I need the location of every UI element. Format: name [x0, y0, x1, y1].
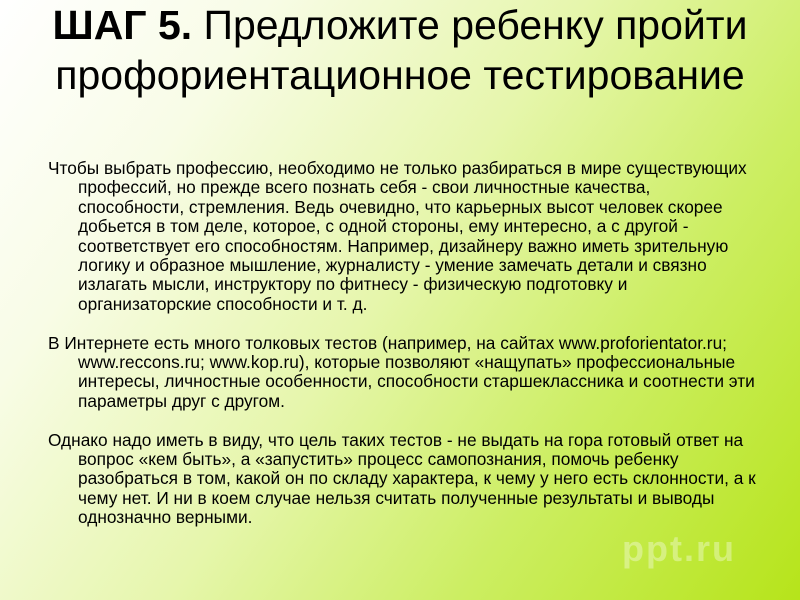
- paragraph-online-tests: В Интернете есть много толковых тестов (например, на сайтах www.proforientator.ru; www.reccons.ru; www.kop.ru), которые позволяют «нащупать» профессиональные интересы, личностные особенности, способности старшеклассника и соотнести эти параметры друг с другом.: [48, 332, 755, 411]
- paragraph-self-knowledge: Чтобы выбрать профессию, необходимо не только разбираться в мире существующих профессий, но прежде всего познать себя - свои личностные качества, способности, стремления. Ведь очевидно, что карьерных высот человек скорее добьется в том деле, которое, с одной стороны, ему интересно, а с другой - соответствует его способностям. Например, дизайнеру важно иметь зрительную логику и образное мышление, журналисту - умение замечать детали и связно излагать мысли, инструктору по фитнесу - физическую подготовку и организаторские способности и т. д.: [48, 158, 747, 314]
- watermark-logo: ppt.ru: [622, 528, 736, 569]
- slide-body: [48, 159, 758, 547]
- slide-title: [40, 0, 760, 100]
- title-text: Предложите ребенку пройти профориентационное тестирование: [55, 2, 748, 98]
- paragraph-test-caveat: Однако надо иметь в виду, что цель таких тестов - не выдать на гора готовый ответ на вопрос «кем быть», а «запустить» процесс самопознания, помочь ребенку разобраться в том, какой он по складу характера, к чему у него есть склонности, а к чему нет. И ни в коем случае нельзя считать полученные результаты и выводы однозначно верными.: [48, 429, 756, 528]
- title-step-label: ШАГ 5.: [52, 2, 193, 48]
